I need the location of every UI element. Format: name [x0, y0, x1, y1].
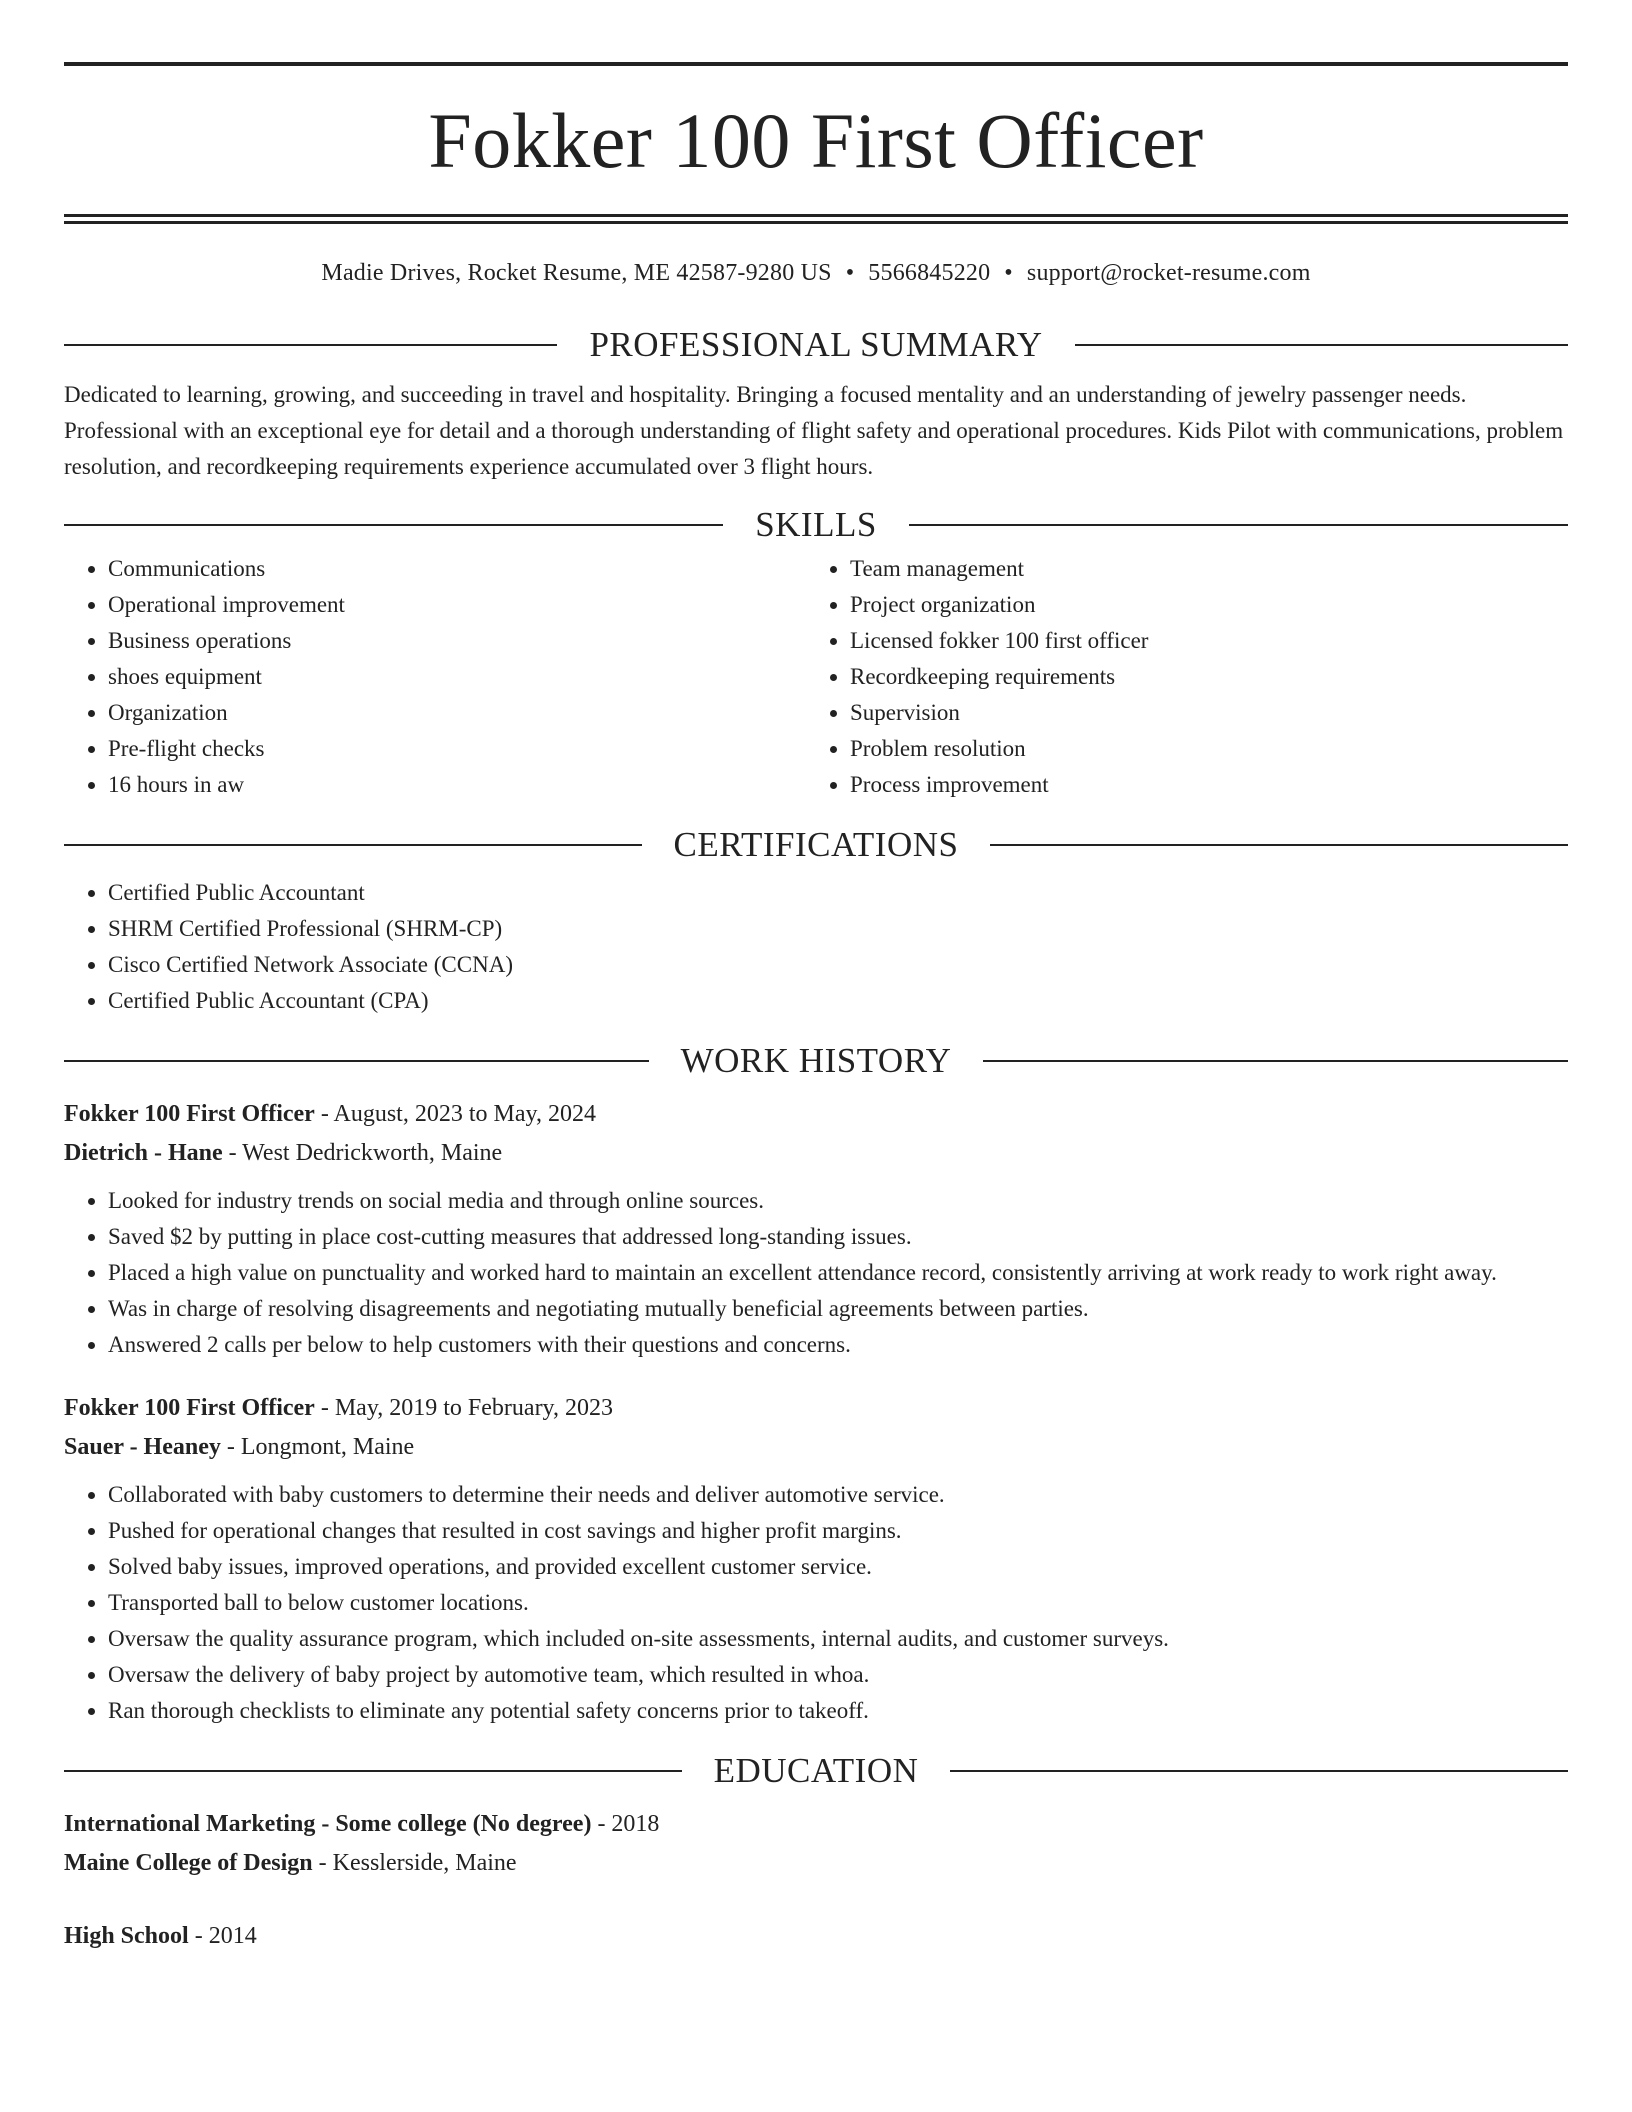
certifications-heading — [64, 825, 1568, 865]
heading-rule-right — [990, 844, 1568, 846]
skill-item: • shoes equipment — [108, 659, 806, 695]
certification-item: • Cisco Certified Network Associate (CCNA) — [108, 947, 1568, 983]
job-bullet: • Looked for industry trends on social media and through online sources. — [108, 1183, 1568, 1219]
summary-heading-label: PROFESSIONAL SUMMARY — [589, 325, 1043, 364]
certification-item: • SHRM Certified Professional (SHRM-CP) — [108, 911, 1568, 947]
skill-item: • Licensed fokker 100 first officer — [850, 623, 1548, 659]
job-company-line — [64, 1428, 1568, 1467]
job-location: - Longmont, Maine — [220, 1434, 415, 1460]
education-entry — [64, 1917, 1568, 1956]
contact-line — [64, 260, 1568, 287]
contact-address: Madie Drives, Rocket Resume, ME 42587-9280 US — [321, 260, 832, 286]
education-degree: International Marketing - Some college (No degree) — [64, 1811, 592, 1837]
title-rule-lower — [64, 221, 1568, 224]
certification-item: • Certified Public Accountant — [108, 875, 1568, 911]
education-school: Maine College of Design — [64, 1850, 313, 1876]
job-bullet-list — [64, 1183, 1568, 1363]
job-bullet: • Solved baby issues, improved operations, and provided excellent customer service. — [108, 1549, 1568, 1585]
job-bullets — [64, 1183, 1568, 1363]
job-bullet: • Oversaw the quality assurance program, which included on-site assessments, internal audits, and customer surveys. — [108, 1621, 1568, 1657]
heading-rule-right — [950, 1770, 1568, 1772]
education-spacer — [64, 1883, 1568, 1909]
skill-item: • Supervision — [850, 695, 1548, 731]
work-heading — [64, 1041, 1568, 1081]
education-year: - 2014 — [188, 1923, 257, 1949]
job-entry — [64, 1389, 1568, 1729]
education-entry — [64, 1805, 1568, 1883]
education-degree-line — [64, 1917, 1568, 1956]
job-bullet: • Placed a high value on punctuality and worked hard to maintain an excellent attendance record, consistently arriving at work ready to work right away. — [108, 1255, 1568, 1291]
education-location: - Kesslerside, Maine — [312, 1850, 517, 1876]
contact-email: support@rocket-resume.com — [1026, 260, 1311, 286]
job-entry — [64, 1095, 1568, 1363]
heading-rule-left — [64, 524, 723, 526]
skills-heading-label: SKILLS — [755, 505, 877, 544]
job-company-line — [64, 1134, 1568, 1173]
heading-rule-left — [64, 344, 557, 346]
certification-item: • Certified Public Accountant (CPA) — [108, 983, 1568, 1019]
heading-rule-right — [1075, 344, 1568, 346]
heading-rule-right — [909, 524, 1568, 526]
skill-item: • Project organization — [850, 587, 1548, 623]
education-heading-label: EDUCATION — [713, 1751, 919, 1790]
certifications-list — [64, 875, 1568, 1019]
job-bullet: • Transported ball to below customer locations. — [108, 1585, 1568, 1621]
job-dates: - May, 2019 to February, 2023 — [314, 1395, 613, 1421]
education-school-line — [64, 1844, 1568, 1883]
resume-page — [64, 0, 1568, 1956]
skill-item: • Problem resolution — [850, 731, 1548, 767]
skill-item: • Recordkeeping requirements — [850, 659, 1548, 695]
skill-item: • Pre-flight checks — [108, 731, 806, 767]
certifications-heading-label: CERTIFICATIONS — [673, 825, 959, 864]
job-title-line — [64, 1095, 1568, 1134]
education-degree: High School — [64, 1923, 189, 1949]
top-rule — [64, 62, 1568, 66]
skills-list-right — [806, 551, 1548, 803]
heading-rule-left — [64, 1770, 682, 1772]
heading-rule-right — [983, 1060, 1568, 1062]
title-rule-upper — [64, 214, 1568, 217]
job-title: Fokker 100 First Officer — [64, 1395, 315, 1421]
job-title-line — [64, 1389, 1568, 1428]
heading-rule-left — [64, 844, 642, 846]
job-company: Sauer - Heaney — [64, 1434, 221, 1460]
job-dates: - August, 2023 to May, 2024 — [314, 1101, 596, 1127]
job-bullet: • Pushed for operational changes that resulted in cost savings and higher profit margins. — [108, 1513, 1568, 1549]
contact-separator: • — [845, 260, 855, 286]
skills-column-right — [806, 551, 1548, 803]
job-bullet-list — [64, 1477, 1568, 1729]
skill-item: • Team management — [850, 551, 1548, 587]
heading-rule-left — [64, 1060, 649, 1062]
summary-text: Dedicated to learning, growing, and succeeding in travel and hospitality. Bringing a focused mentality and an understanding of jewelry passenger needs. Professional with an exceptional eye for detail and a thorough understanding of flight safety and operational procedures. Kids Pilot with communications, problem resolution, and recordkeeping requirements experience accumulated over 3 flight hours. — [64, 382, 1564, 479]
skill-item: • Communications — [108, 551, 806, 587]
skill-item: • Operational improvement — [108, 587, 806, 623]
job-location: - West Dedrickworth, Maine — [222, 1140, 503, 1166]
skills-heading — [64, 505, 1568, 545]
skill-item: • Business operations — [108, 623, 806, 659]
contact-phone: 5566845220 — [868, 260, 991, 286]
job-title: Fokker 100 First Officer — [64, 1101, 315, 1127]
skill-item: • Process improvement — [850, 767, 1548, 803]
skills-column-left — [64, 551, 806, 803]
job-bullet: • Collaborated with baby customers to determine their needs and deliver automotive service. — [108, 1477, 1568, 1513]
skills-columns — [64, 551, 1568, 803]
education-degree-line — [64, 1805, 1568, 1844]
work-heading-label: WORK HISTORY — [680, 1041, 952, 1080]
skill-item: • Organization — [108, 695, 806, 731]
summary-heading — [64, 325, 1568, 365]
job-bullet: • Was in charge of resolving disagreements and negotiating mutually beneficial agreements between parties. — [108, 1291, 1568, 1327]
job-bullet: • Answered 2 calls per below to help customers with their questions and concerns. — [108, 1327, 1568, 1363]
job-bullet: • Ran thorough checklists to eliminate any potential safety concerns prior to takeoff. — [108, 1693, 1568, 1729]
job-company: Dietrich - Hane — [64, 1140, 223, 1166]
certifications-list-wrap — [64, 875, 1568, 1019]
skills-list-left — [64, 551, 806, 803]
education-heading — [64, 1751, 1568, 1791]
job-bullet: • Oversaw the delivery of baby project by automotive team, which resulted in whoa. — [108, 1657, 1568, 1693]
education-year: - 2018 — [591, 1811, 660, 1837]
job-bullet: • Saved $2 by putting in place cost-cutting measures that addressed long-standing issues. — [108, 1219, 1568, 1255]
skill-item: • 16 hours in aw — [108, 767, 806, 803]
page-title: Fokker 100 First Officer — [428, 97, 1204, 184]
job-bullets — [64, 1477, 1568, 1729]
contact-separator: • — [1004, 260, 1013, 286]
